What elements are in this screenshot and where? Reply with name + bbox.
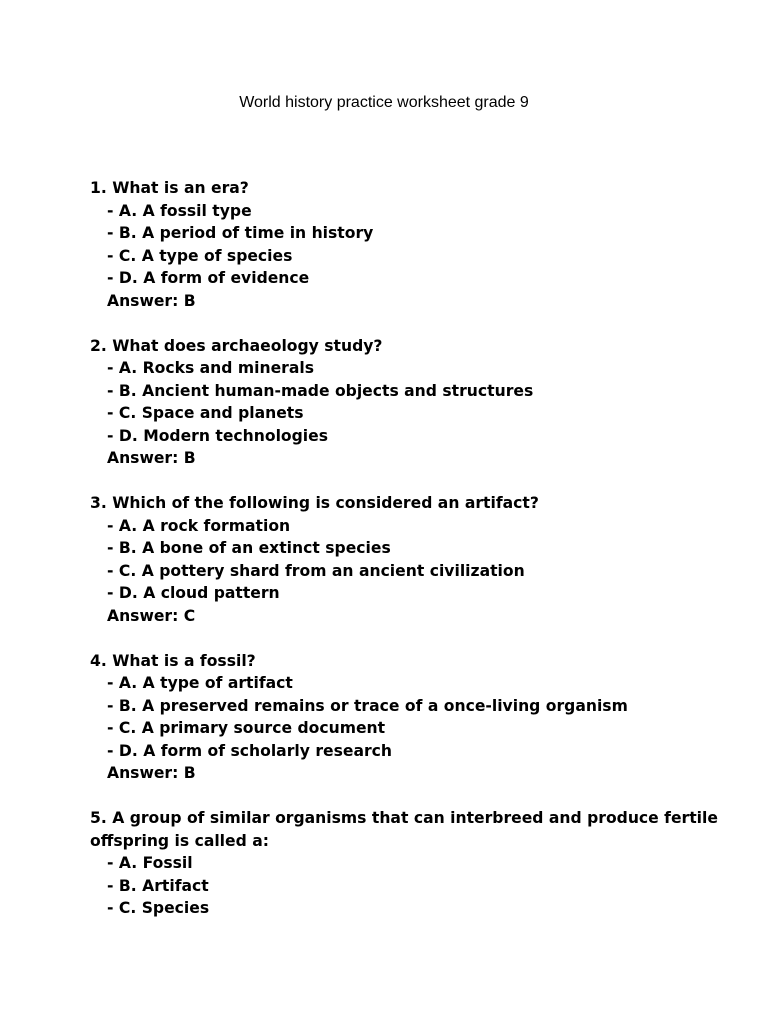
option-d: - D. Modern technologies: [107, 426, 329, 445]
option-a: - A. A rock formation: [107, 516, 291, 535]
question-text: 5. A group of similar organisms that can interbreed and produce fertile offspring is called a:: [90, 809, 718, 850]
question-text: 2. What does archaeology study?: [90, 336, 383, 355]
option-b: - B. A preserved remains or trace of a once-living organism: [107, 696, 628, 715]
option-c: - C. A type of species: [107, 246, 293, 265]
question-5: [90, 807, 730, 920]
option-c: - C. A primary source document: [107, 719, 386, 737]
answer-line: Answer: B: [107, 764, 196, 782]
option-b: - B. Ancient human-made objects and structures: [107, 381, 534, 400]
question-text: 4. What is a fossil?: [90, 651, 256, 670]
question-3: [90, 492, 730, 627]
option-a: - A. Rocks and minerals: [107, 359, 314, 377]
option-a: - A. Fossil: [107, 854, 193, 872]
question-4: [90, 650, 730, 785]
option-b: - B. A period of time in history: [107, 224, 374, 242]
option-a: - A. A fossil type: [107, 201, 252, 220]
page-title: World history practice worksheet grade 9: [239, 94, 529, 111]
option-c: - C. Space and planets: [107, 404, 304, 422]
question-text: 3. Which of the following is considered an artifact?: [90, 494, 539, 512]
question-list: [90, 177, 730, 942]
question-1: [90, 177, 730, 312]
option-d: - D. A form of evidence: [107, 269, 310, 287]
question-text: 1. What is an era?: [90, 179, 249, 197]
option-d: - D. A cloud pattern: [107, 584, 280, 602]
answer-line: Answer: B: [107, 449, 196, 467]
option-b: - B. Artifact: [107, 876, 209, 895]
option-a: - A. A type of artifact: [107, 674, 293, 692]
option-c: - C. A pottery shard from an ancient civilization: [107, 561, 525, 580]
option-b: - B. A bone of an extinct species: [107, 539, 391, 557]
answer-line: Answer: B: [107, 291, 196, 310]
answer-line: Answer: C: [107, 606, 196, 625]
question-2: [90, 335, 730, 470]
option-c: - C. Species: [107, 899, 210, 917]
option-d: - D. A form of scholarly research: [107, 741, 393, 760]
